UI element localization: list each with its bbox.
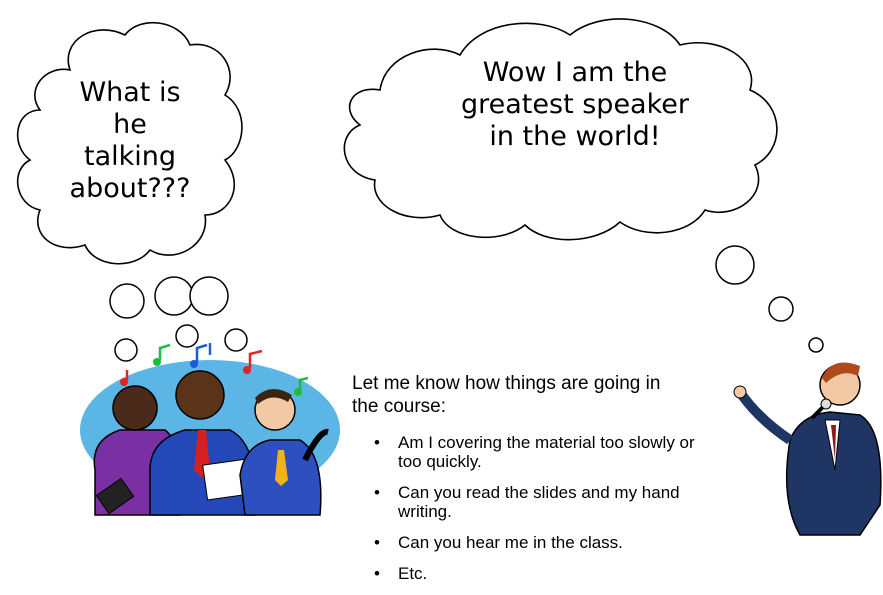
left-cloud-line: talking: [83, 141, 177, 172]
left-cloud-line: about???: [69, 173, 191, 204]
bullet-item: [370, 433, 700, 471]
bullet-dot-icon: •: [374, 483, 380, 502]
speaker-clipart: [734, 362, 881, 535]
bullet-item: [370, 483, 700, 521]
right-cloud-line: in the world!: [489, 121, 661, 152]
intro-text: Let me know how things are going in the course:: [352, 373, 661, 417]
bullet-dot-icon: •: [374, 533, 380, 552]
bullet-item: [370, 533, 700, 552]
feedback-bullet-list: [370, 433, 700, 595]
right-thought-bubbles: [716, 246, 823, 352]
bullet-text: Can you read the slides and my hand writing.: [398, 483, 680, 521]
right-cloud-text: [420, 57, 730, 153]
bullet-dot-icon: •: [374, 564, 380, 583]
right-cloud-line: Wow I am the: [482, 57, 668, 88]
left-cloud-line: What is: [79, 77, 181, 108]
bullet-text: Am I covering the material too slowly or too quickly.: [398, 433, 695, 471]
right-cloud-line: greatest speaker: [461, 89, 689, 120]
left-thought-bubbles: [110, 277, 247, 361]
bullet-text: Can you hear me in the class.: [398, 533, 623, 552]
audience-clipart: [80, 343, 340, 515]
left-cloud-line: he: [113, 109, 147, 140]
bullet-text: Etc.: [398, 564, 428, 583]
bullet-dot-icon: •: [374, 433, 380, 452]
bullet-item: [370, 564, 700, 583]
left-cloud-text: [45, 77, 215, 205]
